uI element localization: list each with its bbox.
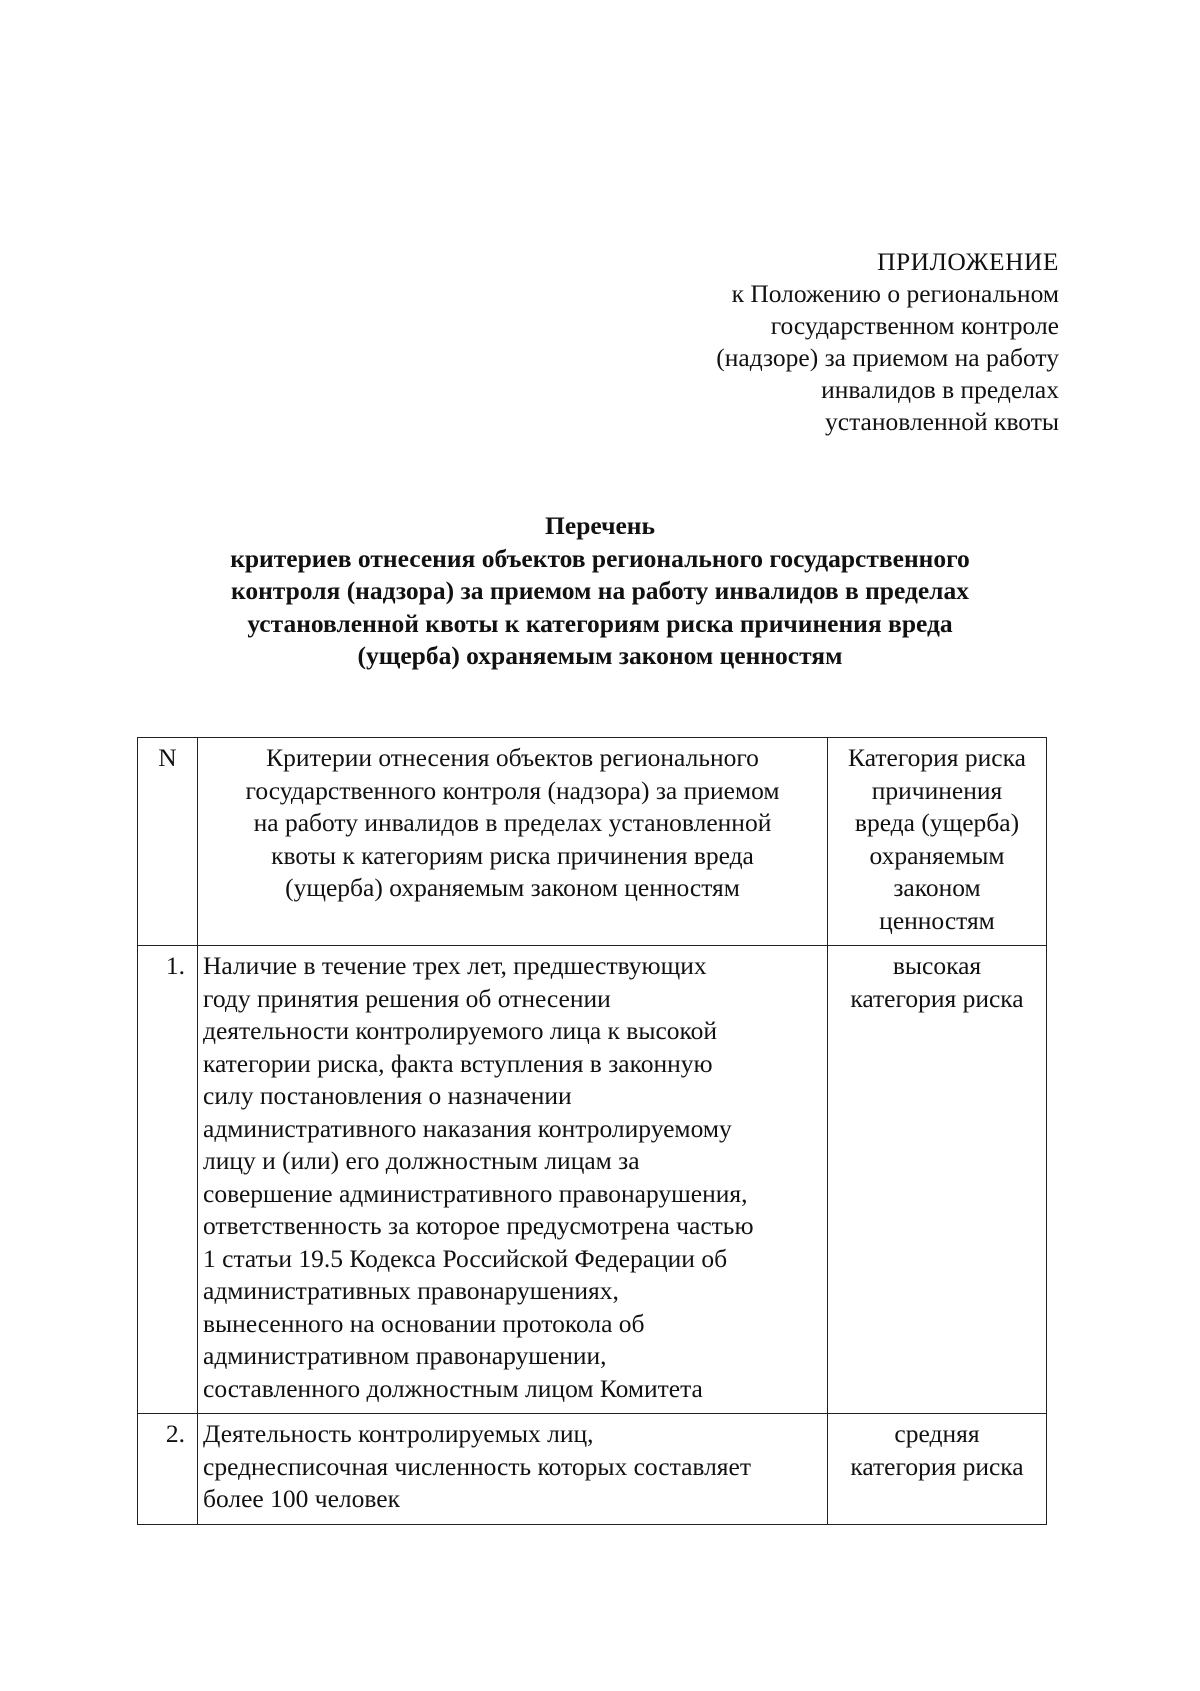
category-line: категория риска (850, 1451, 1024, 1481)
appendix-line: инвалидов в пределах (821, 375, 1059, 404)
row-number (138, 1414, 198, 1525)
header-criteria-line: государственного контроля (надзора) за приемом (245, 775, 780, 805)
criteria-line: вынесенного на основании протокола об (203, 1308, 645, 1338)
header-number (138, 738, 198, 946)
header-number-text: N (158, 743, 177, 772)
header-category-line: вреда (ущерба) (854, 808, 1020, 837)
row-number-text: 2. (165, 1419, 185, 1448)
table-row (138, 1414, 1047, 1525)
row-category (828, 1414, 1047, 1525)
criteria-line: году принятия решения об отнесении (203, 983, 611, 1013)
row-criteria (198, 946, 828, 1414)
table-row (138, 946, 1047, 1414)
appendix-block (539, 246, 1059, 438)
appendix-label: ПРИЛОЖЕНИЕ (877, 247, 1059, 276)
criteria-line: административном правонарушении, (203, 1341, 607, 1370)
header-criteria-line: на работу инвалидов в пределах установленной (253, 808, 772, 837)
title-line: критериев отнесения объектов регионального государственного (230, 543, 970, 573)
document-title (150, 510, 1050, 673)
row-number-text: 1. (165, 951, 185, 980)
row-number (138, 946, 198, 1414)
header-criteria-line: (ущерба) охраняемым законом ценностям (285, 873, 740, 902)
appendix-line: (надзоре) за приемом на работу (716, 343, 1059, 372)
category-line: средняя (894, 1419, 980, 1448)
header-category-line: Категория риска (848, 743, 1026, 772)
category-line: категория риска (850, 983, 1024, 1013)
criteria-table (137, 737, 1047, 1525)
table-header-row (138, 738, 1047, 946)
header-criteria-line: Критерии отнесения объектов регионального (266, 743, 759, 772)
criteria-line: ответственность за которое предусмотрена частью (203, 1211, 754, 1240)
header-category (828, 738, 1047, 946)
category-line: высокая (892, 951, 982, 980)
criteria-line: составленного должностным лицом Комитета (203, 1373, 703, 1403)
criteria-line: деятельности контролируемого лица к высокой (203, 1016, 718, 1045)
criteria-line: административного наказания контролируемому (203, 1113, 732, 1143)
appendix-line: к Положению о региональном (731, 279, 1059, 308)
appendix-line: установленной квоты (825, 407, 1059, 436)
criteria-line: административных правонарушениях, (203, 1276, 619, 1305)
header-category-line: законом (893, 873, 981, 902)
header-category-line: ценностям (879, 905, 995, 935)
title-line: (ущерба) охраняемым законом ценностям (357, 641, 843, 670)
criteria-line: совершение административного правонарушения, (203, 1178, 748, 1208)
appendix-line: государственном контроле (770, 311, 1059, 340)
criteria-line: силу постановления о назначении (203, 1081, 572, 1110)
title-line: контроля (надзора) за приемом на работу инвалидов в пределах (230, 576, 969, 605)
row-category (828, 946, 1047, 1414)
header-category-line: причинения (871, 775, 1003, 805)
criteria-line: лицу и (или) его должностным лицам за (203, 1146, 640, 1175)
criteria-line: среднесписочная численность которых составляет (203, 1451, 752, 1481)
title-line: установленной квоты к категориям риска причинения вреда (247, 608, 953, 638)
criteria-line: категории риска, факта вступления в законную (203, 1048, 713, 1078)
criteria-line: более 100 человек (203, 1484, 400, 1513)
title-heading: Перечень (545, 511, 655, 540)
criteria-line: Наличие в течение трех лет, предшествующих (203, 951, 707, 980)
header-criteria (198, 738, 828, 946)
header-category-line: охраняемым (869, 840, 1005, 870)
row-criteria (198, 1414, 828, 1525)
criteria-line: 1 статьи 19.5 Кодекса Российской Федерации об (203, 1243, 728, 1273)
header-criteria-line: квоты к категориям риска причинения вреда (271, 840, 754, 870)
criteria-line: Деятельность контролируемых лиц, (203, 1419, 594, 1448)
